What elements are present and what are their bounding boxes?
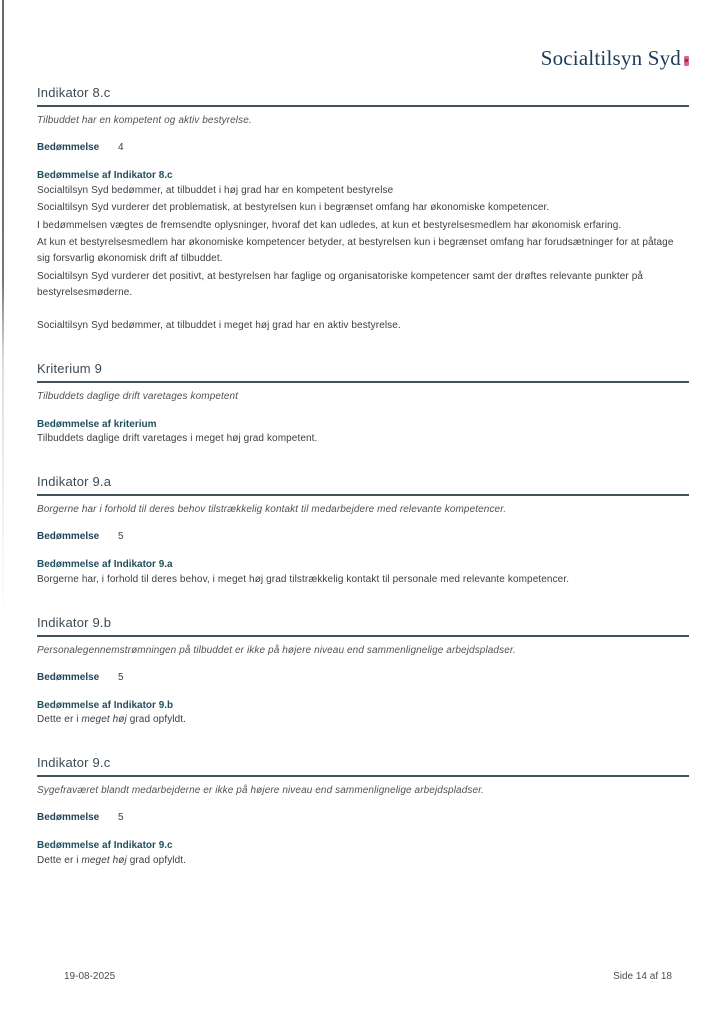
- score-value: 5: [118, 671, 124, 683]
- indicator-description: Tilbuddet har en kompetent og aktiv bestyrelse.: [37, 115, 252, 126]
- assessment-heading: Bedømmelse af Indikator 8.c: [37, 170, 173, 181]
- result-text: grad opfyldt.: [126, 714, 187, 725]
- assessment-paragraph: Tilbuddets daglige drift varetages i meget høj grad kompetent.: [37, 433, 318, 444]
- section-kriterium-9: [37, 361, 689, 448]
- score-label: Bedømmelse: [37, 531, 100, 542]
- logo: [37, 0, 689, 71]
- assessment-heading: Bedømmelse af Indikator 9.a: [37, 559, 173, 570]
- footer-date: 19-08-2025: [64, 971, 116, 982]
- result-text: Dette er i: [37, 854, 82, 866]
- assessment-paragraph: [37, 853, 689, 869]
- footer-page-number: Side 14 af 18: [613, 971, 672, 982]
- section-indikator-9b: [37, 615, 689, 729]
- score-row: [37, 812, 689, 823]
- assessment-paragraph: Socialtilsyn Syd vurderer det problematisk, at bestyrelsen kun i begrænset omfang har økonomiske kompetencer.: [37, 202, 550, 213]
- assessment-paragraph: Socialtilsyn Syd vurderer det positivt, at bestyrelsen har faglige og organisatoriske kompetencer samt der drøftes relevante punkter på bestyrelsesmøderne.: [37, 270, 644, 298]
- section-divider: [37, 635, 689, 637]
- section-heading: Indikator 9.c: [37, 755, 111, 770]
- assessment-paragraph: Socialtilsyn Syd bedømmer, at tilbuddet i meget høj grad har en aktiv bestyrelse.: [37, 319, 401, 331]
- assessment-heading: Bedømmelse af Indikator 9.b: [37, 699, 174, 711]
- section-heading: Indikator 8.c: [37, 85, 111, 100]
- score-value: 5: [118, 812, 124, 823]
- score-label: Bedømmelse: [37, 812, 100, 823]
- result-emphasis: meget høj: [81, 854, 127, 866]
- result-text: grad opfyldt.: [126, 854, 187, 866]
- section-indikator-8c: [37, 85, 689, 334]
- section-heading: Indikator 9.a: [37, 474, 112, 489]
- score-value: 5: [118, 531, 124, 542]
- indicator-description: Sygefraværet blandt medarbejderne er ikke på højere niveau end sammenlignelige arbejdspladser.: [37, 785, 485, 796]
- assessment-paragraph: I bedømmelsen vægtes de fremsendte oplysninger, hvoraf det kan udledes, at kun et bestyrelsesmedlem har økonomisk erfaring.: [37, 219, 622, 231]
- indicator-description: Borgerne har i forhold til deres behov tilstrækkelig kontakt til medarbejdere med relevante kompetencer.: [37, 504, 507, 515]
- section-heading: Kriterium 9: [37, 360, 103, 376]
- score-label: Bedømmelse: [37, 142, 100, 153]
- result-text: Dette er i: [37, 714, 82, 725]
- assessment-heading: Bedømmelse af kriterium: [37, 418, 157, 430]
- score-value: 4: [118, 142, 124, 153]
- score-row: [37, 531, 689, 542]
- score-row: [37, 672, 689, 683]
- criterion-description: Tilbuddets daglige drift varetages kompetent: [37, 390, 239, 402]
- indicator-description: Personalegennemstrømningen på tilbuddet er ikke på højere niveau end sammenlignelige arbejdspladser.: [37, 644, 516, 656]
- section-heading: Indikator 9.b: [37, 614, 112, 630]
- assessment-paragraph: Borgerne har, i forhold til deres behov, i meget høj grad tilstrækkelig kontakt til personale med relevante kompetencer.: [37, 573, 570, 585]
- section-divider: [37, 105, 689, 107]
- assessment-paragraph: At kun et bestyrelsesmedlem har økonomiske kompetencer betyder, at bestyrelsen kun i begrænset omfang har forudsætninger for at påtage sig forsvarlig økonomisk drift af tilbuddet.: [37, 237, 674, 264]
- section-divider: [37, 775, 689, 777]
- section-indikator-9c: [37, 755, 689, 869]
- section-divider: [37, 494, 689, 496]
- result-emphasis: meget høj: [81, 714, 127, 725]
- logo-text: Socialtilsyn Syd: [540, 46, 681, 70]
- assessment-heading: Bedømmelse af Indikator 9.c: [37, 840, 173, 851]
- logo-seal-icon: [684, 56, 689, 66]
- section-divider: [37, 381, 689, 383]
- section-indikator-9a: [37, 474, 689, 588]
- score-row: [37, 142, 689, 153]
- assessment-paragraph: [37, 712, 689, 728]
- score-label: Bedømmelse: [37, 671, 100, 683]
- assessment-paragraph: Socialtilsyn Syd bedømmer, at tilbuddet i høj grad har en kompetent bestyrelse: [37, 184, 394, 196]
